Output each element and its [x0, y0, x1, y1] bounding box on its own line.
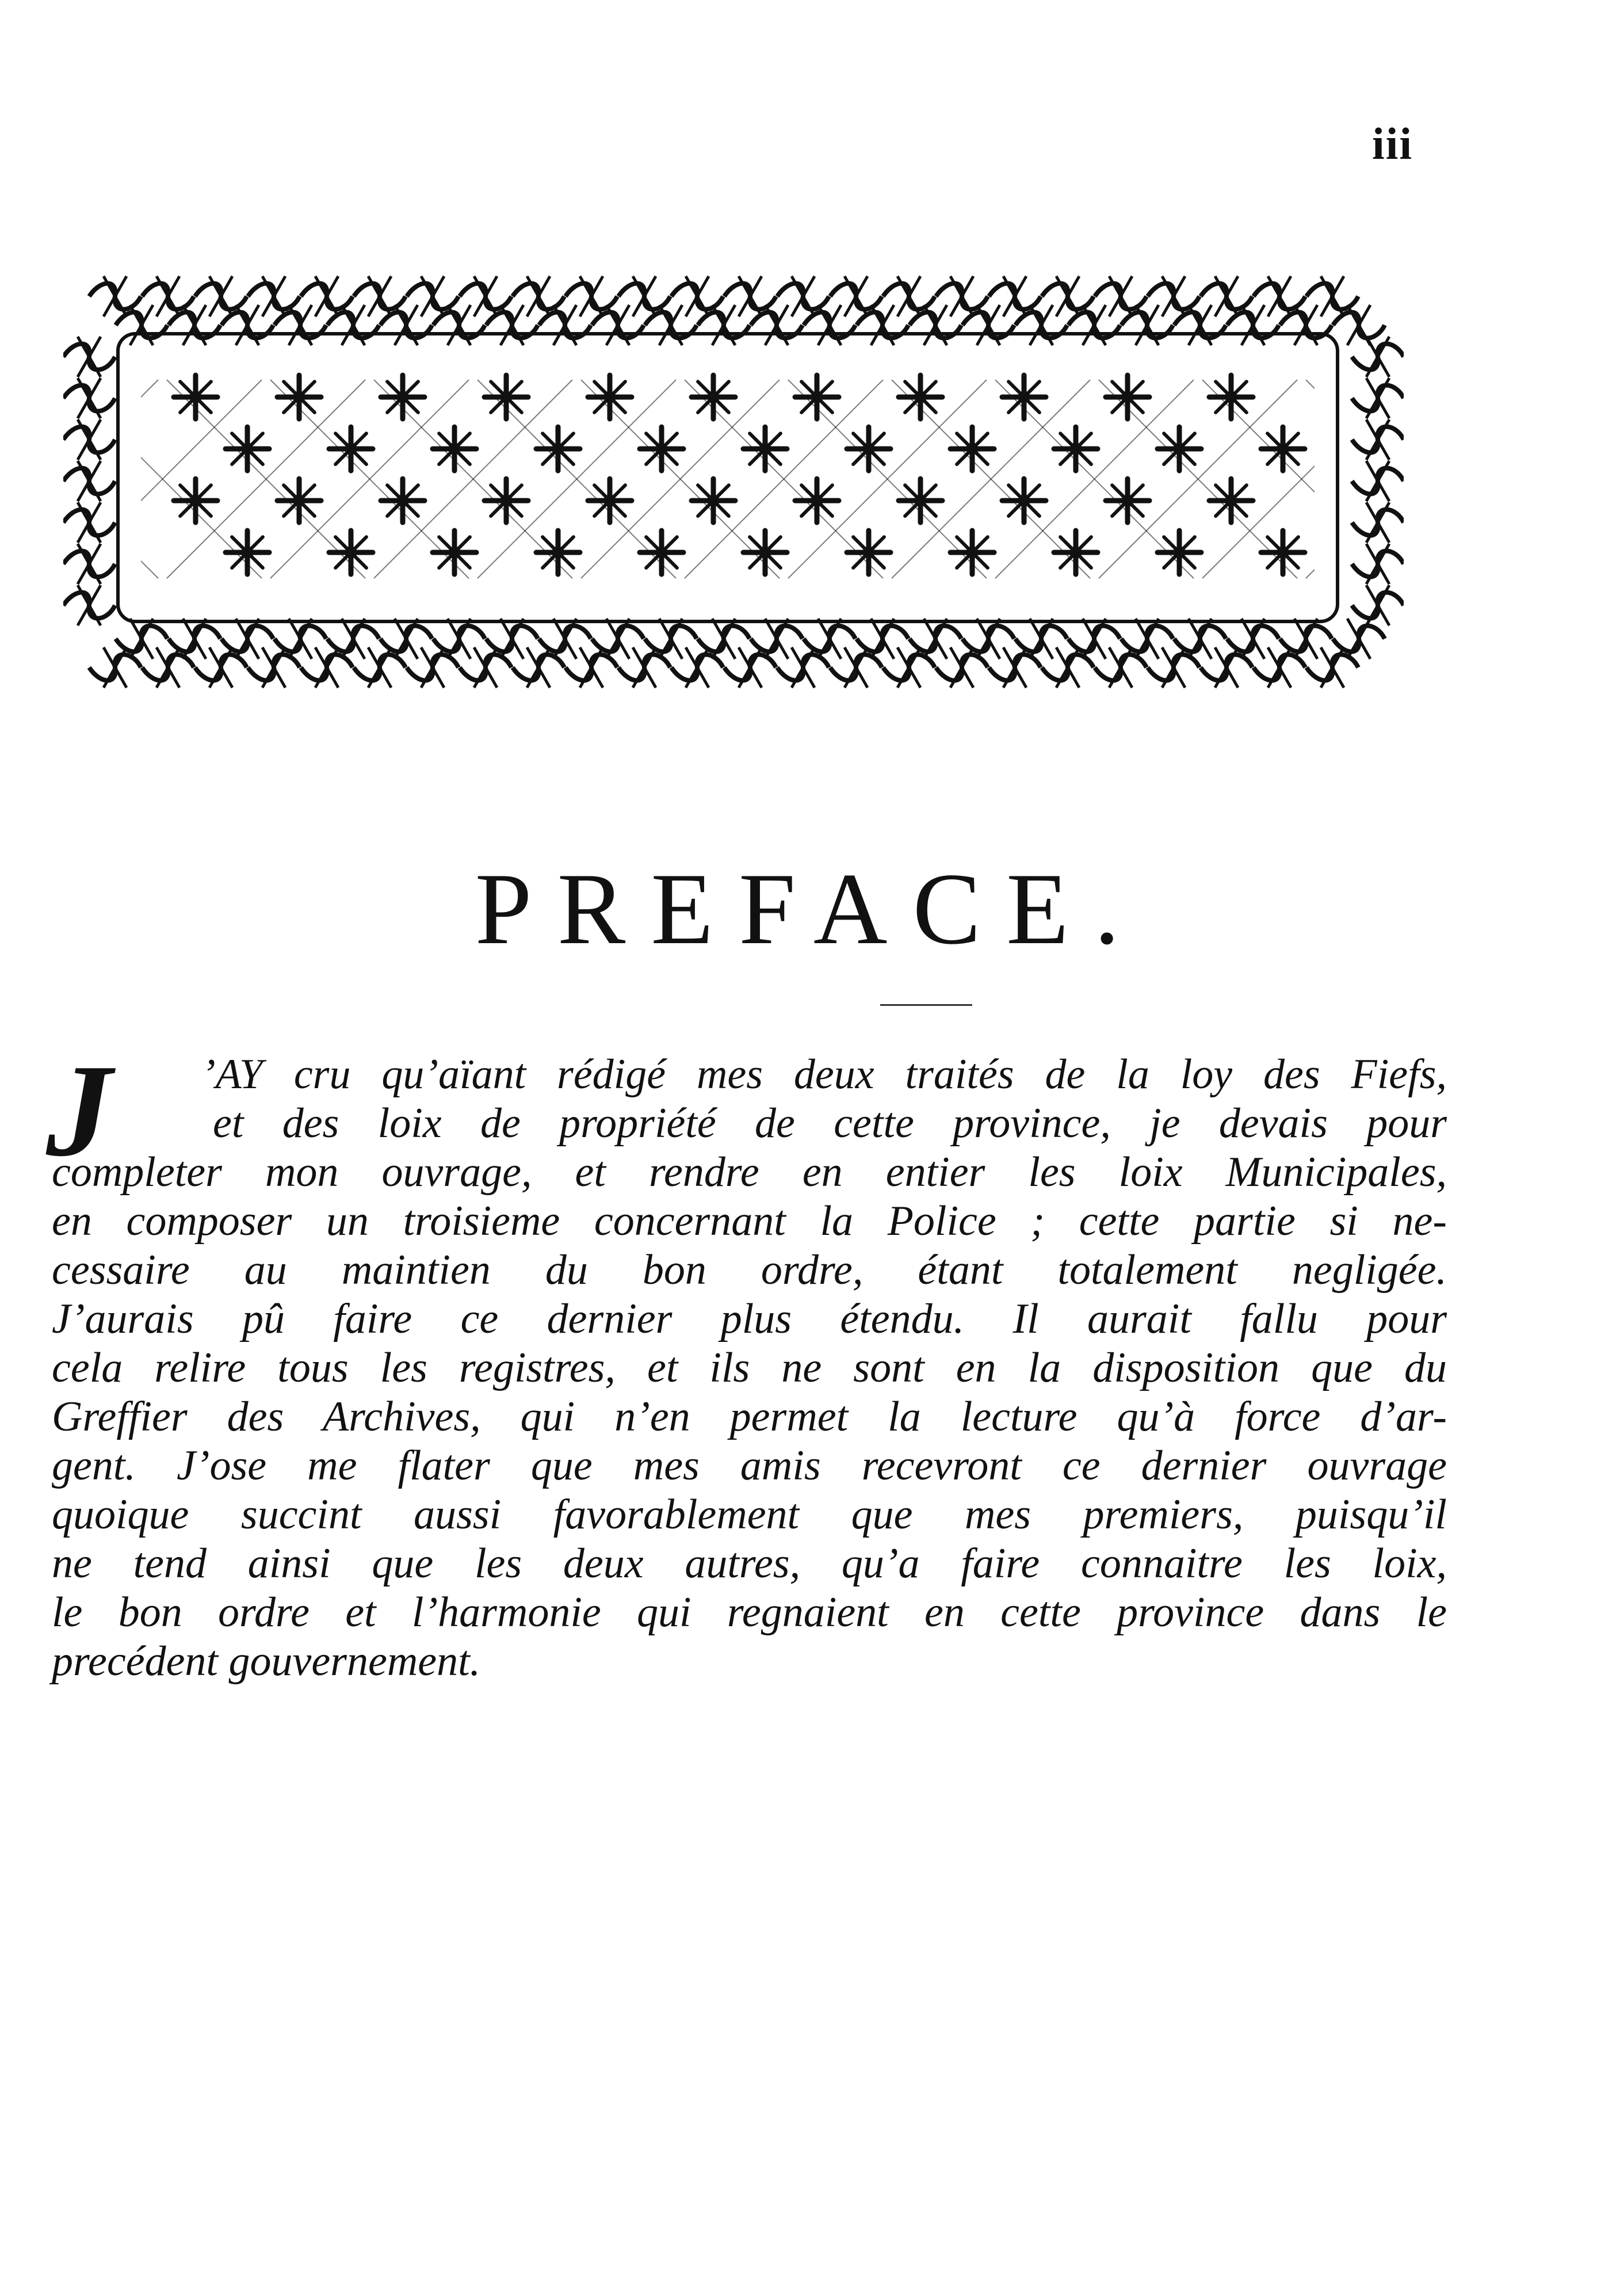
- text-line-1: [52, 1050, 1447, 1099]
- line-text: cru qu’aïant rédigé mes deux traités de la loy des Fiefs,: [293, 1051, 1447, 1098]
- star-ornament-icon: [1002, 479, 1046, 522]
- star-ornament-icon: [484, 479, 528, 522]
- text-line-11: ne tend ainsi que les deux autres, qu’a faire connaitre les loix,: [52, 1540, 1447, 1587]
- text-line-4: en composer un troisieme concernant la Police ; cette partie si ne-: [52, 1197, 1447, 1245]
- preface-text: [52, 1050, 1447, 1686]
- star-ornament-icon: [381, 479, 425, 522]
- star-ornament-icon: [1261, 531, 1305, 574]
- ornament-mask: [118, 335, 1338, 377]
- star-ornament-icon: [795, 479, 839, 522]
- drop-cap: J: [46, 1037, 112, 1184]
- ornament-mask: [118, 581, 1338, 620]
- headpiece-ornament: [63, 270, 1404, 691]
- text-line-9: gent. J’ose me flater que mes amis recevront ce dernier ouvrage: [52, 1442, 1447, 1489]
- star-ornament-icon: [795, 375, 839, 419]
- star-ornament-icon: [1209, 479, 1253, 522]
- star-ornament-icon: [1157, 427, 1201, 471]
- text-line-7: cela relire tous les registres, et ils ne sont en la disposition que du: [52, 1344, 1447, 1391]
- star-ornament-icon: [1002, 375, 1046, 419]
- text-line-12: le bon ordre et l’harmonie qui regnaient en cette province dans le: [52, 1589, 1447, 1636]
- star-ornament-icon: [381, 375, 425, 419]
- text-line-8: Greffier des Archives, qui n’en permet la lecture qu’à force d’ar-: [52, 1393, 1447, 1440]
- star-ornament-icon: [277, 479, 321, 522]
- text-line-6: J’aurais pû faire ce dernier plus étendu. Il aurait fallu pour: [52, 1295, 1447, 1342]
- star-ornament-icon: [1106, 479, 1149, 522]
- star-ornament-icon: [1106, 375, 1149, 419]
- star-ornament-icon: [433, 531, 476, 574]
- star-ornament-icon: [226, 531, 269, 574]
- star-ornament-icon: [484, 375, 528, 419]
- star-ornament-icon: [640, 531, 683, 574]
- text-line-3: completer mon ouvrage, et rendre en entier les loix Municipales,: [52, 1149, 1447, 1196]
- star-ornament-icon: [588, 375, 632, 419]
- star-ornament-icon: [950, 427, 994, 471]
- page-number: iii: [1372, 119, 1413, 169]
- star-ornament-icon: [899, 375, 942, 419]
- star-ornament-icon: [1054, 427, 1098, 471]
- star-ornament-icon: [174, 375, 217, 419]
- star-ornament-icon: [536, 427, 580, 471]
- star-ornament-icon: [1157, 531, 1201, 574]
- star-ornament-icon: [899, 479, 942, 522]
- star-ornament-icon: [226, 427, 269, 471]
- star-ornament-icon: [691, 479, 735, 522]
- star-ornament-icon: [329, 531, 373, 574]
- star-ornament-icon: [174, 479, 217, 522]
- star-ornament-icon: [277, 375, 321, 419]
- text-line-13: precédent gouvernement.: [52, 1638, 481, 1685]
- text-line-5: cessaire au maintien du bon ordre, étant totalement negligée.: [52, 1246, 1447, 1294]
- star-ornament-icon: [847, 427, 891, 471]
- text-line-10: quoique succint aussi favorablement que mes premiers, puisqu’il: [52, 1491, 1447, 1538]
- star-ornament-icon: [1054, 531, 1098, 574]
- star-ornament-icon: [950, 531, 994, 574]
- opening-caps: ’AY: [201, 1051, 263, 1098]
- star-ornament-icon: [743, 427, 787, 471]
- star-ornament-icon: [433, 427, 476, 471]
- title-rule: [880, 1004, 972, 1006]
- star-ornament-icon: [691, 375, 735, 419]
- star-ornament-icon: [588, 479, 632, 522]
- star-ornament-icon: [329, 427, 373, 471]
- star-ornament-icon: [1261, 427, 1305, 471]
- star-ornament-icon: [1209, 375, 1253, 419]
- text-line-2: et des loix de propriété de cette province, je devais pour: [213, 1100, 1447, 1147]
- star-ornament-icon: [536, 531, 580, 574]
- star-ornament-icon: [847, 531, 891, 574]
- page-title: PREFACE.: [475, 852, 1145, 966]
- star-ornament-icon: [743, 531, 787, 574]
- star-ornament-icon: [640, 427, 683, 471]
